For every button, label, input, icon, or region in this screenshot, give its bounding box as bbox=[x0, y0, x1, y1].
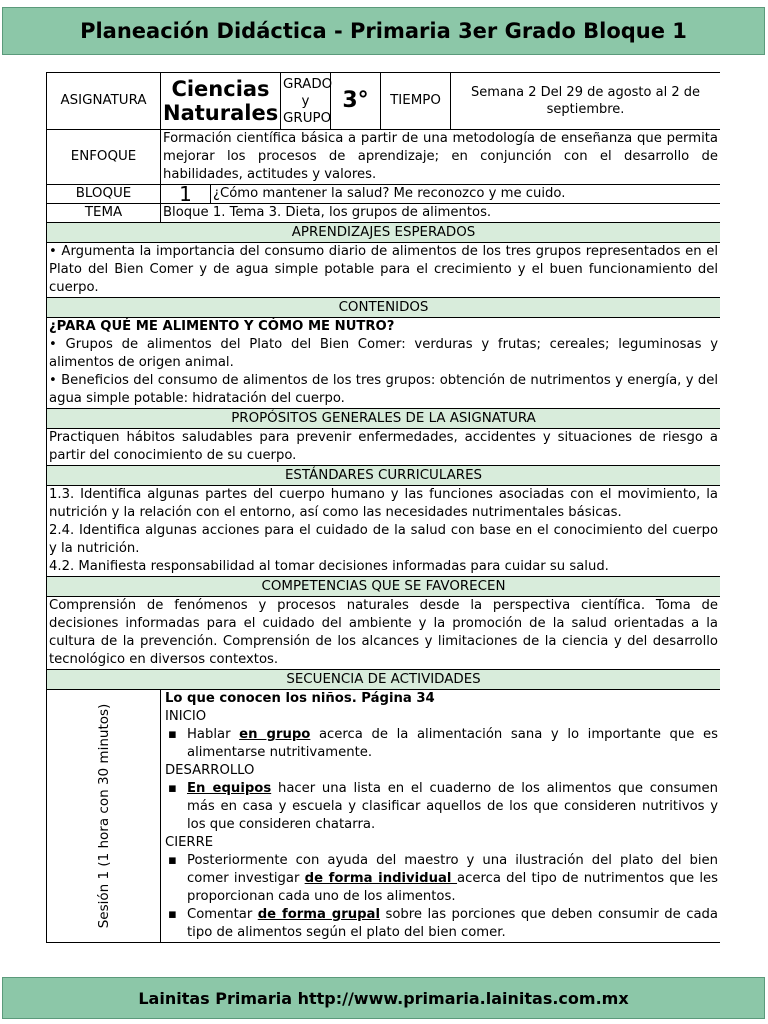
bloque-label: BLOQUE bbox=[47, 185, 161, 204]
propositos-heading: PROPÓSITOS GENERALES DE LA ASIGNATURA bbox=[47, 409, 721, 429]
session-row bbox=[47, 690, 721, 943]
secuencia-heading: SECUENCIA DE ACTIVIDADES bbox=[47, 670, 721, 690]
competencias-heading: COMPETENCIAS QUE SE FAVORECEN bbox=[47, 577, 721, 597]
footer-text: Lainitas Primaria http://www.primaria.lainitas.com.mx bbox=[138, 988, 629, 1008]
bloque-title: ¿Cómo mantener la salud? Me reconozco y me cuido. bbox=[211, 185, 721, 204]
enfoque-value: Formación científica básica a partir de una metodología de enseñanza que permita mejorar los procesos de aprendizaje; en conjunción con el desarrollo de habilidades, actitudes y valores. bbox=[161, 130, 721, 185]
footer-banner bbox=[2, 977, 765, 1019]
bloque-value: 1 bbox=[161, 185, 211, 204]
desarrollo-label: DESARROLLO bbox=[165, 763, 255, 778]
session-label: Sesión 1 (1 hora con 30 minutos) bbox=[95, 703, 112, 929]
tema-label: TEMA bbox=[47, 204, 161, 223]
lesson-plan-sheet bbox=[46, 72, 720, 975]
contenidos-body bbox=[47, 318, 721, 409]
session-activities bbox=[161, 690, 721, 943]
contenidos-question: ¿PARA QUÉ ME ALIMENTO Y CÓMO ME NUTRO? bbox=[49, 319, 395, 334]
enfoque-row bbox=[47, 130, 721, 185]
contenidos-heading: CONTENIDOS bbox=[47, 298, 721, 318]
grado-label: GRADO y GRUPO bbox=[281, 73, 331, 130]
header-row bbox=[47, 73, 721, 130]
grado-value: 3° bbox=[331, 73, 381, 130]
asignatura-value: Ciencias Naturales bbox=[161, 73, 281, 130]
estandar-item: 1.3. Identifica algunas partes del cuerpo humano y las funciones asociadas con el movimiento, la nutrición y la relación con el entorno, así como las necesidades nutrimentales básicas. bbox=[49, 487, 719, 520]
cierre-label: CIERRE bbox=[165, 835, 214, 850]
tema-row bbox=[47, 204, 721, 223]
lesson-plan-table bbox=[46, 72, 720, 943]
contenidos-item: • Grupos de alimentos del Plato del Bien Comer: verduras y frutas; cereales; leguminosas y alimentos de origen animal. bbox=[49, 337, 719, 370]
page-title: Planeación Didáctica - Primaria 3er Grado Bloque 1 bbox=[80, 19, 687, 43]
propositos-text: Practiquen hábitos saludables para prevenir enfermedades, accidentes y situaciones de riesgo a partir del conocimiento de su cuerpo. bbox=[47, 429, 721, 466]
aprendizajes-text: • Argumenta la importancia del consumo diario de alimentos de los tres grupos representados en el Plato del Bien Comer y de agua simple potable para el crecimiento y el buen funcionamiento del cuerpo. bbox=[47, 243, 721, 298]
estandares-body bbox=[47, 486, 721, 577]
inicio-label: INICIO bbox=[165, 709, 207, 724]
tiempo-label: TIEMPO bbox=[381, 73, 451, 130]
tiempo-value: Semana 2 Del 29 de agosto al 2 de septiembre. bbox=[451, 73, 720, 130]
desarrollo-item: ▪ En equipos hacer una lista en el cuaderno de los alimentos que consumen más en casa y escuela y clasificar aquellos de los que consideren nutritivos y los que consideren chatarra. bbox=[165, 780, 718, 834]
estandares-heading: ESTÁNDARES CURRICULARES bbox=[47, 466, 721, 486]
contenidos-item: • Beneficios del consumo de alimentos de los tres grupos: obtención de nutrimentos y energía, y del agua simple potable: hidratación del cuerpo. bbox=[49, 373, 719, 406]
estandar-item: 4.2. Manifiesta responsabilidad al tomar decisiones informadas para cuidar su salud. bbox=[49, 559, 609, 574]
estandar-item: 2.4. Identifica algunas acciones para el cuidado de la salud con base en el conocimiento del cuerpo y la nutrición. bbox=[49, 523, 719, 556]
cierre-item: ▪ Posteriormente con ayuda del maestro y una ilustración del plato del bien comer investigar de forma individual acerca del tipo de nutrimentos que les proporcionan cada uno de los alimentos. bbox=[165, 852, 718, 906]
aprendizajes-heading: APRENDIZAJES ESPERADOS bbox=[47, 223, 721, 243]
page-title-banner bbox=[2, 7, 765, 55]
session-label-cell bbox=[47, 690, 161, 943]
activity-title: Lo que conocen los niños. Página 34 bbox=[165, 691, 435, 706]
inicio-item: ▪ Hablar en grupo acerca de la alimentación sana y lo importante que es alimentarse nutritivamente. bbox=[165, 726, 718, 762]
competencias-text: Comprensión de fenómenos y procesos naturales desde la perspectiva científica. Toma de decisiones informadas para el cuidado del ambiente y la promoción de la salud orientadas a la cultura de la prevención. Comprensión de los alcances y limitaciones de la ciencia y del desarrollo tecnológico en diversos contextos. bbox=[47, 597, 721, 670]
bloque-row bbox=[47, 185, 721, 204]
enfoque-label: ENFOQUE bbox=[47, 130, 161, 185]
tema-value: Bloque 1. Tema 3. Dieta, los grupos de alimentos. bbox=[161, 204, 721, 223]
cierre-item: ▪ Comentar de forma grupal sobre las porciones que deben consumir de cada tipo de alimentos según el plato del bien comer. bbox=[165, 906, 718, 942]
asignatura-label: ASIGNATURA bbox=[47, 73, 161, 130]
